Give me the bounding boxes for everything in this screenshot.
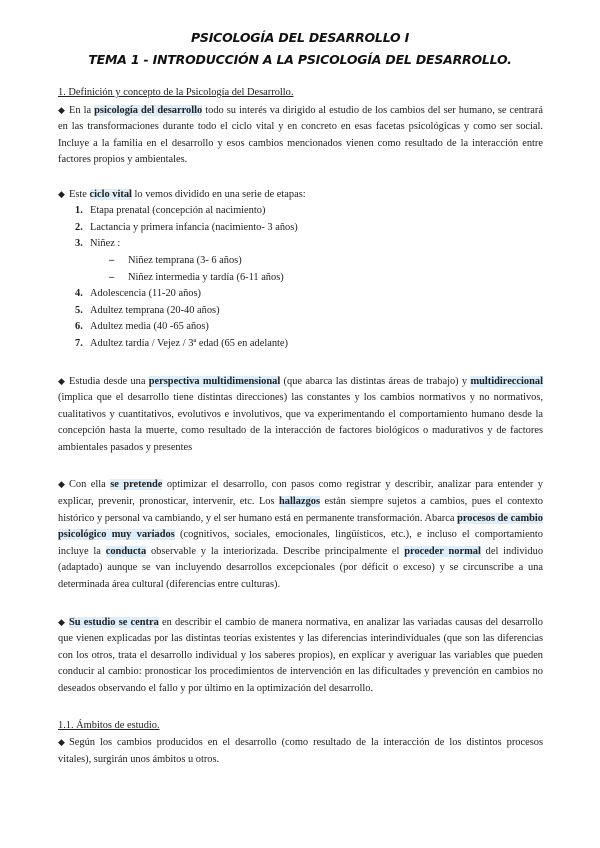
highlighted-term: hallazgos [279,496,321,508]
paragraph-life-cycle: ◆ Este ciclo vital lo vemos dividido en una serie de etapas: [58,186,543,204]
paragraph-perspective: ◆ Estudia desde una perspectiva multidimensional (que abarca las distintas áreas de trabajo) y multidireccional (implica que el desarrollo tiene distintas direcciones) las constantes y los cambios normativos y no normativos, cualitativos y cuantitativos, evolutivos e involutivos, que va experimentando el comportamiento humano desde la concepción hasta la muerte, como resultado de la interacción de factores biológicos o madurativos y de factores ambientales pasados y presentes [58,373,543,457]
diamond-bullet-icon: ◆ [58,375,65,386]
highlighted-term: psicología del desarrollo [94,104,203,116]
list-item: 7. Adultez tardía / Vejez / 3ª edad (65 en adelante) [75,337,288,349]
stages-list-continued [58,286,543,352]
list-item: 3. Niñez : [75,238,121,250]
diamond-bullet-icon: ◆ [58,479,65,490]
diamond-bullet-icon: ◆ [58,616,65,627]
highlighted-term: conducta [105,545,147,557]
highlighted-term: multidireccional [470,375,543,387]
highlighted-term: proceder normal [404,545,481,557]
paragraph-aims: ◆ Con ella se pretende optimizar el desarrollo, con pasos como registrar y describir, analizar para entender y explicar, prevenir, pronosticar, intervenir, etc. Los hallazgos están siempre sujetos a cambios, pues el contexto histórico y personal va cambiando, y el ser humano está en permanente transformación. Abarca procesos de cambio psicológico muy variados (cognitivos, sociales, emocionales, lingüísticos, etc.), e incluso el comportamiento incluye la conducta observable y la interiorizada. Describe principalmente el proceder normal del individuo (adaptado) aunque se van incluyendo desarrollos excepcionales (por déficit o exceso) y se circunscribe a una determinada área cultural (diferencias entre culturas). [58,476,543,593]
list-item: 6. Adultez media (40 -65 años) [75,321,209,333]
stages-list [58,203,543,253]
list-item: 5. Adultez temprana (20-40 años) [75,304,220,316]
highlighted-term: Su estudio se centra [69,616,159,628]
section-heading: 1.1. Ámbitos de estudio. [58,719,160,731]
list-item: – Niñez intermedia y tardía (6-11 años) [109,271,284,283]
diamond-bullet-icon: ◆ [58,104,65,115]
diamond-bullet-icon: ◆ [58,737,65,748]
list-item: – Niñez temprana (3- 6 años) [109,254,242,266]
highlighted-term: perspectiva multidimensional [148,375,281,387]
list-item: 1. Etapa prenatal (concepción al nacimiento) [75,205,266,217]
document-title: PSICOLOGÍA DEL DESARROLLO I [190,30,410,45]
substages-list [58,253,543,286]
highlighted-term: procesos de cambio psicológico muy variados [58,512,543,541]
list-item: 2. Lactancia y primera infancia (nacimiento- 3 años) [75,221,298,233]
highlighted-term: se pretende [110,479,163,491]
paragraph-focus: ◆ Su estudio se centra en describir el cambio de manera normativa, en analizar las variadas causas del desarrollo que vienen explicadas por las distintas teorías existentes y las diferencias interindividuales (que son las diferencias con los otros, trata el desarrollo individual y los saberes propios), en explicar y averiguar las variables que pueden conducir al cambio: pronosticar los procedimientos de intervención en las dificultades y prevención en cambios no deseados observando el fallo y por último en la optimización del desarrollo. [58,614,543,698]
diamond-bullet-icon: ◆ [58,188,65,199]
highlighted-term: ciclo vital [89,188,132,200]
section-heading: 1. Definición y concepto de la Psicología del Desarrollo. [58,87,294,98]
paragraph-scopes: ◆ Según los cambios producidos en el desarrollo (como resultado de la interacción de los distintos procesos vitales), surgirán unos ámbitos u otros. [58,734,543,768]
document-body [58,85,543,768]
list-item: 4. Adolescencia (11-20 años) [75,288,201,300]
paragraph-definition: ◆ En la psicología del desarrollo todo su interés va dirigido al estudio de los cambios del ser humano, se centrará en las transformaciones durante todo el ciclo vital y en concreto en esas facetas psicológicas y como ser social. Incluye a la familia en el desarrollo y esos cambios mencionados vienen como resultado de la interacción entre factores propios y ambientales. [58,102,543,169]
document-subtitle: TEMA 1 - INTRODUCCIÓN A LA PSICOLOGÍA DEL DESARROLLO. [88,52,512,67]
